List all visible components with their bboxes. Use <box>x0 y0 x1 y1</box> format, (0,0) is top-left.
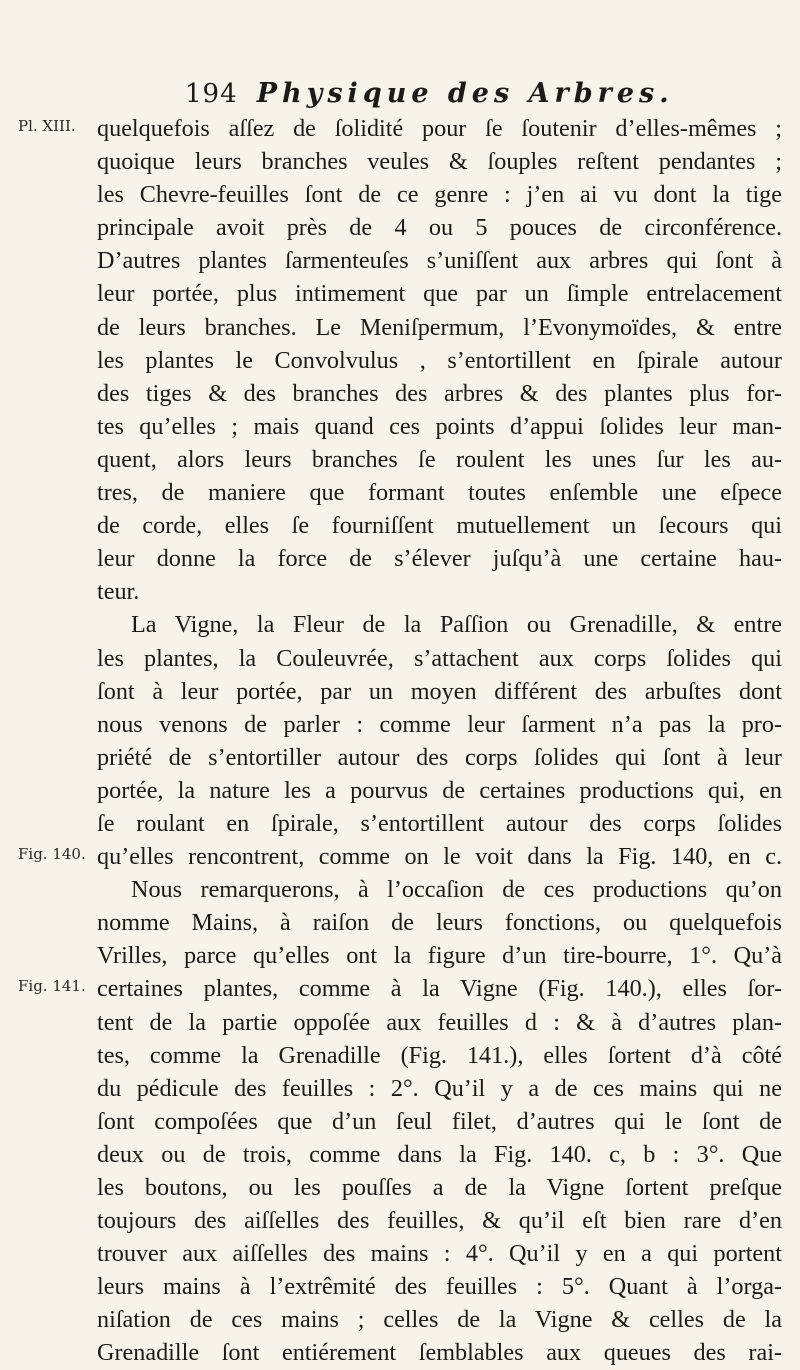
margin-note-fig-141: Fig. 141. <box>18 977 86 995</box>
text-line: quoique leurs branches veules & ſouples reſtent pendantes ; <box>97 148 782 176</box>
text-line: ſont à leur portée, par un moyen différent des arbuſtes dont <box>97 677 782 705</box>
text-line: leur donne la force de s’élever juſqu’à une certaine hau- <box>97 545 782 573</box>
text-line: teur. <box>97 578 140 606</box>
page-number: 194 <box>185 79 238 109</box>
text-line: Vrilles, parce qu’elles ont la figure d’un tire-bourre, 1°. Qu’à <box>97 942 782 970</box>
text-line: nomme Mains, à raiſon de leurs fonctions, ou quelquefois <box>97 909 782 937</box>
text-line: qu’elles rencontrent, comme on le voit dans la Fig. 140, en c. <box>97 843 782 871</box>
text-line: ſont compoſées que d’un ſeul filet, d’autres qui le ſont de <box>97 1107 782 1135</box>
text-line: ſe roulant en ſpirale, s’entortillent autour des corps ſolides <box>97 809 782 837</box>
margin-note-plate: Pl. XIII. <box>18 117 76 135</box>
text-line: tres, de maniere que formant toutes enſemble une eſpece <box>97 479 782 507</box>
text-line: Nous remarquerons, à l’occaſion de ces productions qu’on <box>131 876 782 904</box>
text-line: certaines plantes, comme à la Vigne (Fig. 140.), elles ſor- <box>97 975 782 1003</box>
text-line: de leurs branches. Le Meniſpermum, l’Evonymoïdes, & entre <box>97 313 782 341</box>
text-line: nous venons de parler : comme leur ſarment n’a pas la pro- <box>97 710 782 738</box>
text-line: quelquefois aſſez de ſolidité pour ſe ſoutenir d’elles-mêmes ; <box>97 115 782 142</box>
text-line: les Chevre-feuilles ſont de ce genre : j’en ai vu dont la tige <box>97 181 782 209</box>
text-line: Grenadille ſont entiérement ſemblables aux queues des rai- <box>97 1339 782 1367</box>
text-line: portée, la nature les a pourvus de certaines productions qui, en <box>97 776 782 804</box>
text-line: D’autres plantes ſarmenteuſes s’uniſſent aux arbres qui ſont à <box>97 247 782 275</box>
text-line: leurs mains à l’extrêmité des feuilles : 5°. Quant à l’orga- <box>97 1273 782 1301</box>
text-line: principale avoit près de 4 ou 5 pouces de circonférence. <box>97 214 782 242</box>
text-line: priété de s’entortiller autour des corps ſolides qui ſont à leur <box>97 743 782 771</box>
body-text <box>97 112 782 1370</box>
running-title: Physique des Arbres. <box>256 78 674 109</box>
text-line: tent de la partie oppoſée aux feuilles d : & à d’autres plan- <box>97 1008 782 1036</box>
text-line: toujours des aiſſelles des feuilles, & qu’il eſt bien rare d’en <box>97 1207 782 1235</box>
text-line: trouver aux aiſſelles des mains : 4°. Qu’il y en a qui portent <box>97 1240 782 1268</box>
text-line: des tiges & des branches des arbres & des plantes plus for- <box>97 379 782 407</box>
text-line: les plantes, la Couleuvrée, s’attachent aux corps ſolides qui <box>97 644 782 672</box>
margin-note-fig-140: Fig. 140. <box>18 845 86 863</box>
text-line: du pédicule des feuilles : 2°. Qu’il y a de ces mains qui ne <box>97 1074 782 1102</box>
text-line: leur portée, plus intimement que par un ſimple entrelacement <box>97 280 782 308</box>
text-line: deux ou de trois, comme dans la Fig. 140. c, b : 3°. Que <box>97 1140 782 1168</box>
text-line: de corde, elles ſe fourniſſent mutuellement un ſecours qui <box>97 512 782 540</box>
text-line: quent, alors leurs branches ſe roulent les unes ſur les au- <box>97 445 782 473</box>
text-line: les boutons, ou les pouſſes a de la Vigne ſortent preſque <box>97 1174 782 1201</box>
text-line: La Vigne, la Fleur de la Paſſion ou Grenadille, & entre <box>131 611 782 639</box>
text-line: tes, comme la Grenadille (Fig. 141.), elles ſortent d’à côté <box>97 1041 782 1069</box>
text-line: les plantes le Convolvulus , s’entortillent en ſpirale autour <box>97 346 782 374</box>
text-line: tes qu’elles ; mais quand ces points d’appui ſolides leur man- <box>97 412 782 440</box>
text-line: niſation de ces mains ; celles de la Vigne & celles de la <box>97 1306 782 1334</box>
